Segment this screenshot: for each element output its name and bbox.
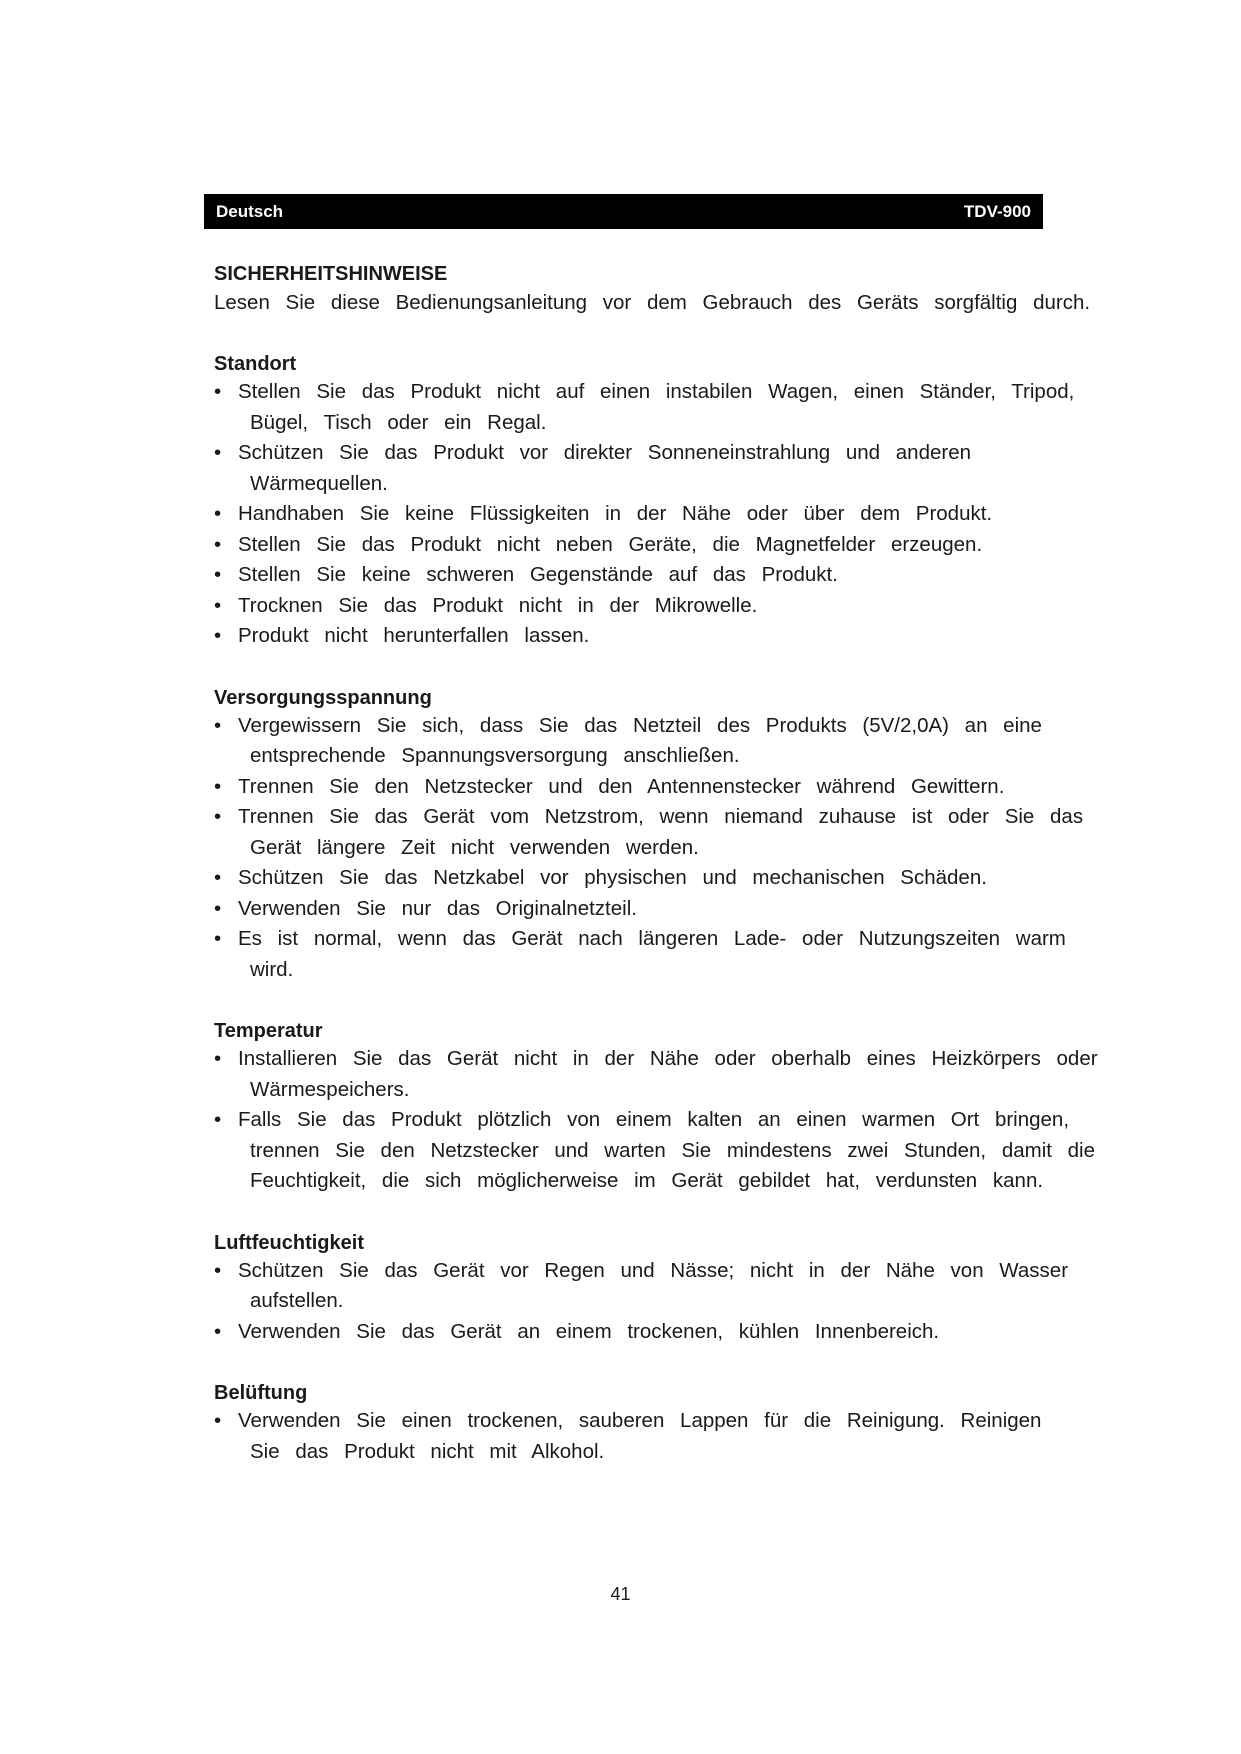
list-item xyxy=(214,499,1144,530)
list-item-line: aufstellen. xyxy=(250,1289,344,1312)
list-item-line: Stellen Sie das Produkt nicht auf einen instabilen Wagen, einen Ständer, Tripod, xyxy=(238,380,1075,403)
bullet-icon: • xyxy=(214,774,222,798)
list-item xyxy=(214,1044,1144,1105)
list-item xyxy=(214,863,1144,894)
list-item xyxy=(214,530,1144,561)
list-item xyxy=(214,377,1144,438)
list-item-line: Verwenden Sie das Gerät an einem trockenen, kühlen Innenbereich. xyxy=(238,1319,940,1343)
bullet-list xyxy=(214,377,1144,652)
section xyxy=(214,351,1144,652)
list-item-line: Falls Sie das Produkt plötzlich von einem kalten an einen warmen Ort bringen, xyxy=(238,1108,1070,1131)
bullet-icon: • xyxy=(214,713,222,737)
intro-text: Lesen Sie diese Bedienungsanleitung vor dem Gebrauch des Geräts sorgfältig durch. xyxy=(214,291,1091,314)
list-item xyxy=(214,772,1144,803)
list-item-line: Es ist normal, wenn das Gerät nach längeren Lade- oder Nutzungszeiten warm xyxy=(238,927,1066,950)
bullet-list xyxy=(214,1406,1144,1467)
list-item-line: Trennen Sie den Netzstecker und den Antennenstecker während Gewittern. xyxy=(238,774,1005,798)
list-item-line: Verwenden Sie einen trockenen, sauberen Lappen für die Reinigung. Reinigen xyxy=(238,1409,1042,1432)
section-title: Luftfeuchtigkeit xyxy=(214,1231,364,1254)
list-item-line: Bügel, Tisch oder ein Regal. xyxy=(250,410,547,434)
list-item-line: Sie das Produkt nicht mit Alkohol. xyxy=(250,1439,605,1463)
header-bar xyxy=(204,194,1043,229)
header-language: Deutsch xyxy=(216,201,284,221)
list-item xyxy=(214,621,1144,652)
list-item-line: Stellen Sie keine schweren Gegenstände auf das Produkt. xyxy=(238,563,838,586)
list-item xyxy=(214,438,1144,499)
list-item-line: Produkt nicht herunterfallen lassen. xyxy=(238,624,590,647)
list-item-line: Schützen Sie das Netzkabel vor physischen und mechanischen Schäden. xyxy=(238,866,987,889)
list-item-line: Handhaben Sie keine Flüssigkeiten in der Nähe oder über dem Produkt. xyxy=(238,502,993,525)
bullet-icon: • xyxy=(214,380,222,403)
list-item-line: trennen Sie den Netzstecker und warten Sie mindestens zwei Stunden, damit die xyxy=(250,1138,1095,1162)
section-title: Standort xyxy=(214,353,297,375)
bullet-list xyxy=(214,711,1144,986)
list-item xyxy=(214,1406,1144,1467)
list-item-line: Trennen Sie das Gerät vom Netzstrom, wenn niemand zuhause ist oder Sie das xyxy=(238,805,1084,828)
bullet-icon: • xyxy=(214,896,222,920)
bullet-icon: • xyxy=(214,1108,222,1131)
list-item xyxy=(214,1105,1144,1197)
list-item-line: Verwenden Sie nur das Originalnetzteil. xyxy=(238,896,637,920)
list-item xyxy=(214,894,1144,925)
page-number: 41 xyxy=(610,1584,631,1604)
bullet-icon: • xyxy=(214,1319,222,1343)
list-item-line: Schützen Sie das Produkt vor direkter Sonneneinstrahlung und anderen xyxy=(238,441,972,464)
bullet-icon: • xyxy=(214,624,222,647)
bullet-icon: • xyxy=(214,927,222,950)
section xyxy=(214,1018,1144,1197)
list-item-line: entsprechende Spannungsversorgung anschließen. xyxy=(250,744,740,767)
list-item-line: Trocknen Sie das Produkt nicht in der Mikrowelle. xyxy=(238,593,758,617)
list-item-line: Wärmespeichers. xyxy=(250,1077,410,1101)
bullet-list xyxy=(214,1044,1144,1197)
page-title: SICHERHEITSHINWEISE xyxy=(214,263,448,285)
list-item-line: Vergewissern Sie sich, dass Sie das Netzteil des Produkts (5V/2,0A) an eine xyxy=(238,713,1042,737)
list-item xyxy=(214,1256,1144,1317)
section xyxy=(214,1380,1144,1467)
document-body xyxy=(214,262,1144,1467)
section-title: Temperatur xyxy=(214,1020,323,1042)
list-item xyxy=(214,1317,1144,1348)
list-item-line: Feuchtigkeit, die sich möglicherweise im Gerät gebildet hat, verdunsten kann. xyxy=(250,1169,1044,1192)
bullet-icon: • xyxy=(214,563,222,586)
section xyxy=(214,685,1144,986)
list-item-line: Schützen Sie das Gerät vor Regen und Nässe; nicht in der Nähe von Wasser xyxy=(238,1258,1069,1282)
bullet-icon: • xyxy=(214,1409,222,1432)
bullet-list xyxy=(214,1256,1144,1348)
section xyxy=(214,1230,1144,1348)
list-item xyxy=(214,711,1144,772)
list-item xyxy=(214,560,1144,591)
list-item-line: Installieren Sie das Gerät nicht in der Nähe oder oberhalb eines Heizkörpers oder xyxy=(238,1047,1098,1070)
bullet-icon: • xyxy=(214,1047,222,1070)
bullet-icon: • xyxy=(214,866,222,889)
header-model: TDV-900 xyxy=(963,201,1031,221)
bullet-icon: • xyxy=(214,532,222,556)
list-item-line: Gerät längere Zeit nicht verwenden werden. xyxy=(250,835,699,859)
list-item-line: wird. xyxy=(250,957,294,981)
list-item-line: Stellen Sie das Produkt nicht neben Geräte, die Magnetfelder erzeugen. xyxy=(238,532,983,556)
list-item xyxy=(214,591,1144,622)
list-item xyxy=(214,924,1144,985)
bullet-icon: • xyxy=(214,502,222,525)
sections-container xyxy=(214,351,1144,1467)
bullet-icon: • xyxy=(214,1258,222,1282)
list-item xyxy=(214,802,1144,863)
list-item-line: Wärmequellen. xyxy=(250,471,388,495)
section-title: Versorgungsspannung xyxy=(214,686,432,709)
section-title: Belüftung xyxy=(214,1382,308,1404)
bullet-icon: • xyxy=(214,805,222,828)
bullet-icon: • xyxy=(214,593,222,617)
bullet-icon: • xyxy=(214,441,222,464)
